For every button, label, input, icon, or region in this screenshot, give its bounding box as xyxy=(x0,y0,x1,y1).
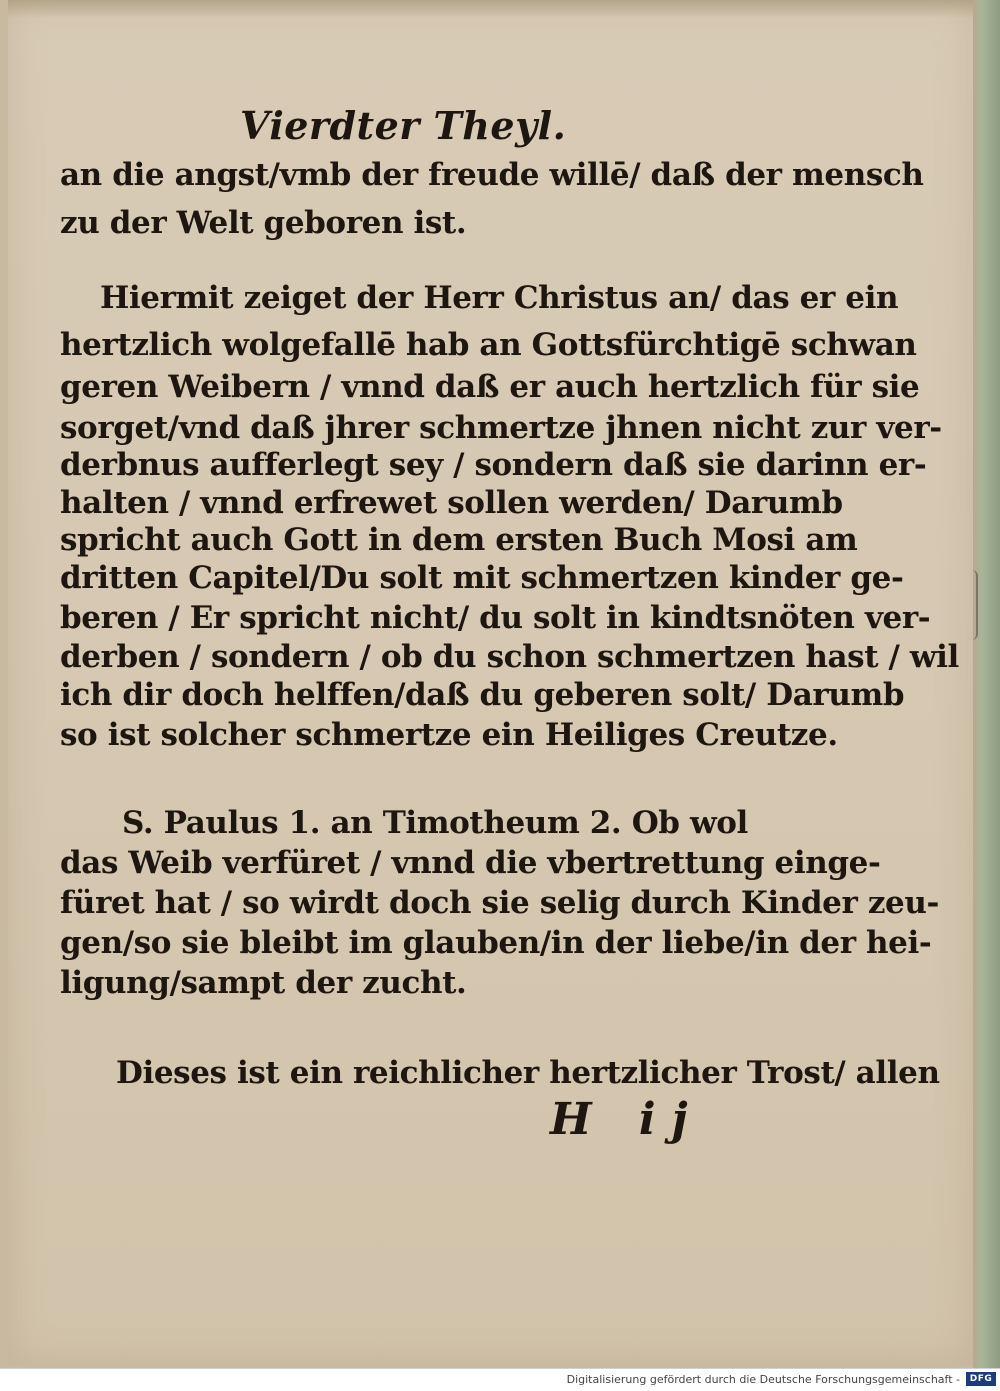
text-line: derbnus aufferlegt sey / sondern daß sie darinn er- xyxy=(60,447,927,483)
signature-mark: H ij xyxy=(550,1094,704,1145)
text-line: hertzlich wolgefallē hab an Gottsfürchtigē schwan xyxy=(60,327,917,363)
text-line: geren Weibern / vnnd daß er auch hertzlich für sie xyxy=(60,369,920,405)
text-line: ich dir doch helffen/daß du geberen solt/ Darumb xyxy=(60,677,905,713)
text-line: an die angst/vmb der freude willē/ daß der mensch xyxy=(60,157,924,193)
text-line: beren / Er spricht nicht/ du solt in kindtsnöten ver- xyxy=(60,600,931,636)
running-head: Vierdter Theyl. xyxy=(240,103,567,148)
text-line: ligung/sampt der zucht. xyxy=(60,965,467,1001)
text-line: füret hat / so wirdt doch sie selig durch Kinder zeu- xyxy=(60,885,939,921)
page-right-edge xyxy=(973,0,1000,1368)
text-line: dritten Capitel/Du solt mit schmertzen kinder ge- xyxy=(60,560,904,596)
text-line: halten / vnnd erfrewet sollen werden/ Darumb xyxy=(60,485,843,521)
text-line: das Weib verfüret / vnnd die vbertrettung einge- xyxy=(60,845,881,881)
text-line: spricht auch Gott in dem ersten Buch Mosi am xyxy=(60,522,858,558)
text-line: Hiermit zeiget der Herr Christus an/ das er ein xyxy=(100,280,899,316)
footer-bar xyxy=(0,1368,1000,1391)
text-line: sorget/vnd daß jhrer schmertze jhnen nicht zur ver- xyxy=(60,410,942,446)
page-top-shadow xyxy=(8,0,973,18)
text-line: zu der Welt geboren ist. xyxy=(60,205,467,241)
dfg-logo: DFG xyxy=(966,1372,996,1386)
text-line: S. Paulus 1. an Timotheum 2. Ob wol xyxy=(122,805,748,841)
text-line: gen/so sie bleibt im glauben/in der liebe/in der hei- xyxy=(60,925,932,961)
funding-notice: Digitalisierung gefördert durch die Deutsche Forschungsgemeinschaft - xyxy=(566,1373,960,1386)
text-line: Dieses ist ein reichlicher hertzlicher Trost/ allen xyxy=(116,1055,940,1091)
text-line: derben / sondern / ob du schon schmertzen hast / wil xyxy=(60,639,959,675)
page-edge-curl xyxy=(970,570,978,640)
text-line: so ist solcher schmertze ein Heiliges Creutze. xyxy=(60,717,838,753)
